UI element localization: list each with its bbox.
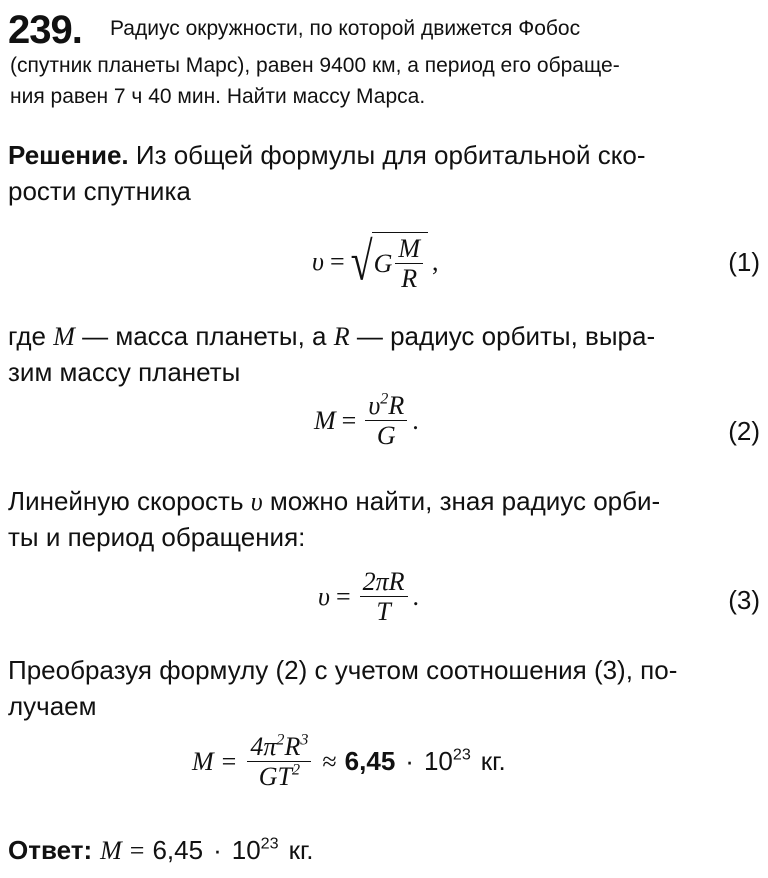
eq1-g: G	[373, 248, 393, 278]
solution-line-1	[8, 137, 646, 173]
eq2-denominator: G	[376, 421, 396, 451]
eq4-exp: 23	[452, 745, 471, 764]
eq2-num-r: R	[388, 391, 405, 420]
eq4-base: 10	[423, 746, 453, 777]
eq4-den-a: GT	[258, 762, 292, 792]
paragraph-4-line-1: Преобразуя формулу (2) с учетом соотношения (3), по-	[8, 655, 678, 685]
eq2-equals: =	[341, 405, 357, 435]
eq4-power	[424, 746, 471, 777]
problem-text-line-2: (спутник планеты Марс), равен 9400 км, а период его обраще-	[10, 54, 620, 77]
eq3-equals: =	[335, 581, 351, 611]
equation-3	[318, 568, 419, 626]
eq3-denominator: T	[376, 597, 391, 627]
paragraph-4-line-2: лучаем	[8, 691, 97, 721]
p3-var-v: υ	[250, 487, 263, 516]
sqrt-symbol: √	[350, 231, 373, 292]
p2-text-b: — масса планеты, а	[82, 321, 327, 351]
paragraph-3-line-1	[8, 483, 660, 520]
solution-label: Решение.	[8, 140, 129, 170]
p3-text-a: Линейную скорость	[8, 486, 244, 516]
equation-4	[192, 733, 506, 791]
eq1-equals: =	[329, 247, 345, 277]
eq4-approx: ≈	[322, 746, 337, 776]
eq1-sqrt	[351, 232, 428, 293]
eq2-tail: .	[412, 405, 419, 435]
answer	[8, 832, 314, 869]
eq4-num-b: R	[284, 732, 301, 761]
eq4-value: 6,45	[344, 746, 396, 777]
answer-base: 10	[231, 835, 261, 865]
answer-label: Ответ:	[8, 835, 93, 865]
eq2-num-v: υ	[368, 391, 381, 420]
eq1-tail: ,	[432, 247, 439, 277]
p2-var-m: M	[53, 322, 75, 351]
eq1-radicand	[372, 232, 428, 293]
eq4-numerator	[247, 733, 311, 762]
answer-power	[232, 832, 279, 868]
problem-number: 239.	[8, 8, 82, 52]
eq4-equals: =	[221, 746, 237, 776]
eq4-denominator	[256, 762, 303, 790]
answer-value: 6,45	[152, 835, 204, 865]
problem-text-line-3: ния равен 7 ч 40 мин. Найти массу Марса.	[10, 85, 426, 108]
equation-2-label: (2)	[728, 416, 760, 446]
eq2-numerator	[365, 392, 407, 421]
solution-text: Из общей формулы для орбитальной ско-	[135, 140, 646, 170]
answer-dot: ·	[213, 835, 222, 865]
p2-text-a: где	[8, 321, 46, 351]
eq4-lhs: M	[192, 746, 214, 776]
eq4-num-a: 4π	[250, 732, 277, 761]
eq2-num-exp: 2	[380, 390, 389, 408]
eq2-fraction	[365, 392, 407, 450]
answer-var: M	[100, 836, 122, 865]
eq1-fraction	[395, 235, 423, 293]
equation-1	[312, 232, 439, 293]
eq3-lhs: υ	[318, 581, 330, 611]
p2-text-c: — радиус орбиты, выра-	[356, 321, 656, 351]
answer-exp: 23	[260, 834, 279, 853]
eq3-numerator: 2πR	[360, 568, 408, 597]
answer-equals: =	[129, 836, 145, 865]
solution-line-2: рости спутника	[8, 176, 191, 206]
eq4-num-exp1: 2	[276, 731, 285, 749]
eq2-lhs: M	[314, 405, 336, 435]
paragraph-2-line-1	[8, 318, 655, 355]
eq1-lhs: υ	[312, 247, 324, 277]
equation-3-label: (3)	[728, 585, 760, 615]
equation-2	[314, 392, 419, 450]
p2-var-r: R	[333, 322, 350, 351]
eq3-tail: .	[412, 581, 420, 611]
eq1-denominator: R	[401, 264, 418, 294]
eq1-numerator: M	[395, 235, 423, 264]
eq3-fraction	[360, 568, 408, 626]
eq4-dot: ·	[405, 746, 414, 777]
equation-1-label: (1)	[728, 247, 760, 277]
answer-unit: кг.	[288, 835, 314, 865]
eq4-fraction	[247, 733, 311, 791]
eq4-num-exp2: 3	[300, 731, 309, 749]
paragraph-3-line-2: ты и период обращения:	[8, 522, 306, 552]
problem-text-line-1: Радиус окружности, по которой движется Фобос	[110, 17, 581, 40]
eq4-den-exp: 2	[291, 761, 301, 779]
eq4-unit: кг.	[480, 746, 506, 777]
paragraph-2-line-2: зим массу планеты	[8, 357, 241, 387]
p3-text-b: можно найти, зная радиус орби-	[269, 486, 661, 516]
